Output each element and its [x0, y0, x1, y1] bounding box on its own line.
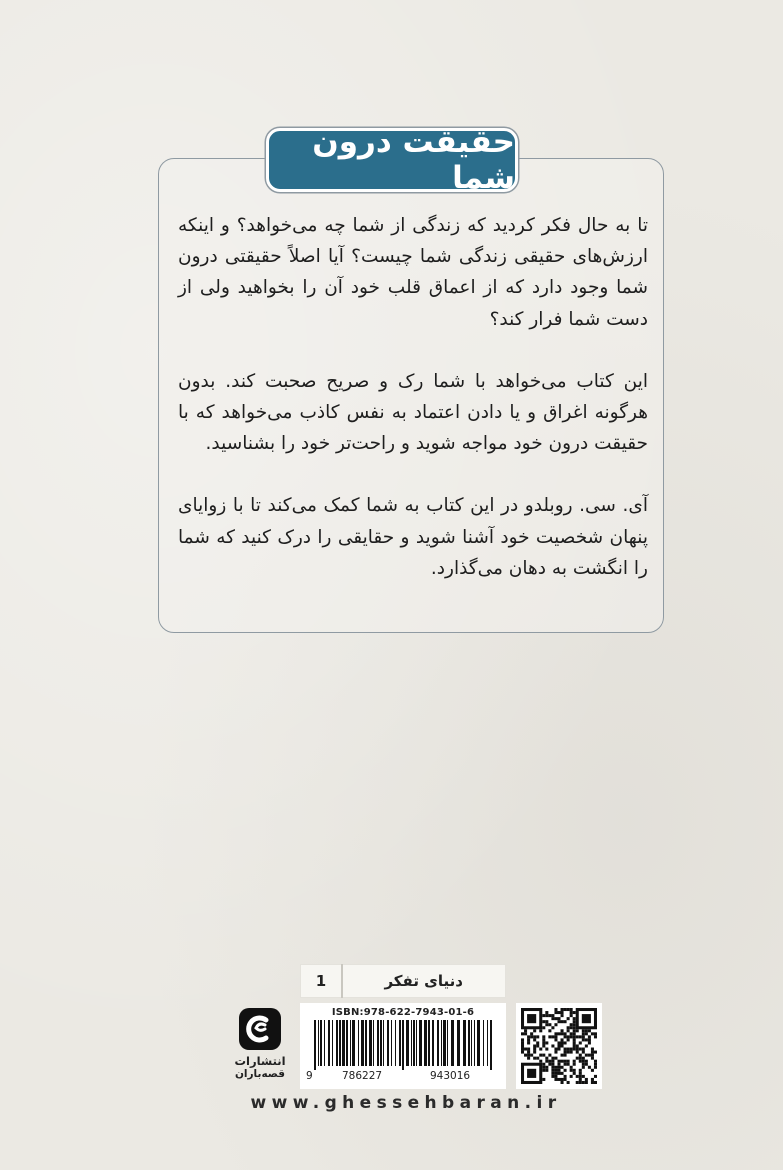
- book-title-badge: [266, 124, 518, 196]
- series-divider: [341, 964, 343, 998]
- blurb-paragraph-3: آی. سی. روبلدو در این کتاب به شما کمک می‌کند تا با زوایای پنهان شخصیت خود آشنا شوید و حقایقی را درک کنید که شما را انگشت به دهان می‌گذارد.: [178, 495, 648, 579]
- publisher-name-line1: انتشارات: [234, 1054, 286, 1068]
- series-label: [300, 964, 506, 998]
- barcode-numbers: [306, 1070, 500, 1084]
- book-title: حقیقت درون شما: [312, 124, 515, 196]
- website-url: www.ghessehbaran.ir: [250, 1093, 562, 1113]
- barcode-digits-left: 786227: [342, 1070, 383, 1082]
- barcode-block: [300, 1003, 506, 1089]
- blurb-paragraph-1: تا به حال فکر کردید که زندگی از شما چه می‌خواهد؟ و اینکه ارزش‌های حقیقی زندگی شما چیست؟ آیا اصلاً حقیقتی درون شما وجود دارد که از اعماق قلب خود آن را بخواهید ولی از دست شما فرار کند؟: [178, 215, 648, 330]
- blurb-text: [178, 210, 648, 584]
- barcode-icon: [306, 1020, 500, 1070]
- blurb-paragraph-2: این کتاب می‌خواهد با شما رک و صریح صحبت کند. بدون هرگونه اغراق و یا دادن اعتماد به نفس کاذب می‌خواهد که با حقیقت درون خود مواجه شوید و راحت‌تر خود را بشناسید.: [178, 370, 648, 455]
- publisher-block: [232, 1008, 288, 1090]
- barcode-digit-first: 9: [306, 1070, 313, 1082]
- isbn-text: ISBN:978-622-7943-01-6: [331, 1007, 475, 1018]
- qr-code-icon: [521, 1008, 597, 1084]
- barcode-digits-right: 943016: [430, 1070, 471, 1082]
- series-name: دنیای تفکر: [384, 972, 464, 990]
- qr-code-block: [516, 1003, 602, 1089]
- series-number: 1: [315, 972, 327, 990]
- publisher-name-line2: قصه‌باران: [234, 1068, 286, 1080]
- publisher-logo-icon: [239, 1008, 281, 1050]
